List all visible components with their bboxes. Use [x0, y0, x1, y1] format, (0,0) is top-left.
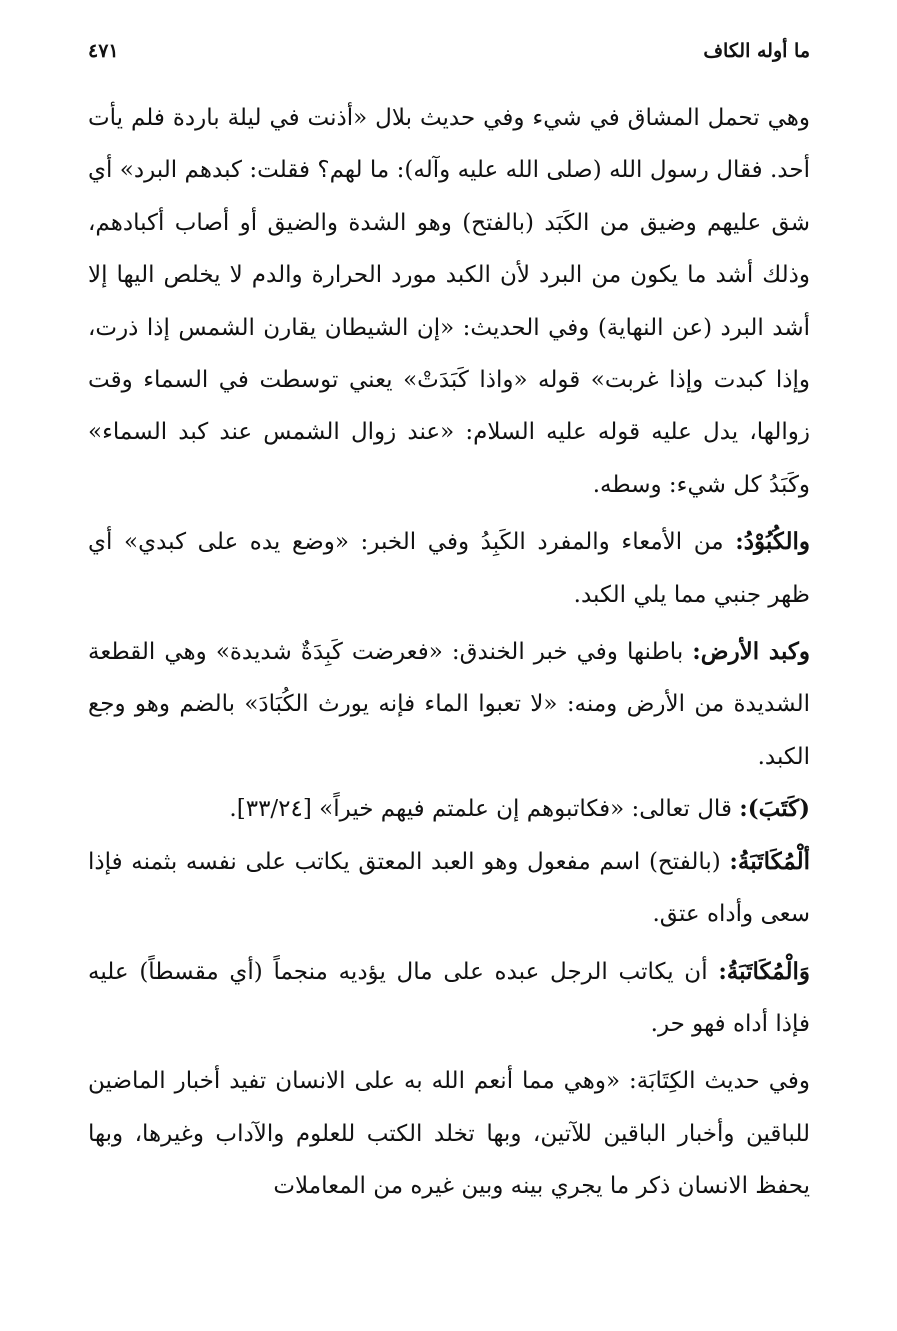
dictionary-text	[88, 92, 810, 1213]
entry-headword: (كَتَبَ):	[739, 795, 810, 823]
running-head: ما أوله الكاف	[703, 40, 810, 62]
entry-text: وهي تحمل المشاق في شيء وفي حديث بلال «أذنت في ليلة باردة فلم يأت أحد. فقال رسول الله (صلى الله عليه وآله): ما لهم؟ فقلت: كبدهم البرد» أي شق عليهم وضيق من الكَبَد (بالفتح) وهو الشدة والضيق أو أصاب أكبادهم، وذلك أشد ما يكون من البرد لأن الكبد مورد الحرارة والدم لا يخلص اليها إلا أشد البرد (عن النهاية) وفي الحديث: «إن الشيطان يقارن الشمس إذا ذرت، وإذا كبدت وإذا غربت» قوله «واذا كَبَدَتْ» يعني توسطت في السماء وقت زوالها، يدل عليه قوله عليه السلام: «عند زوال الشمس عند كبد السماء» وكَبَدُ كل شيء: وسطه.	[88, 105, 810, 498]
page-number: ٤٧١	[88, 40, 119, 62]
entry-text: من الأمعاء والمفرد الكَبِدُ وفي الخبر: «وضع يده على كبدي» أي ظهر جنبي مما يلي الكبد.	[88, 529, 810, 608]
entry-paragraph	[88, 516, 810, 621]
entry-text: قال تعالى: «فكاتبوهم إن علمتم فيهم خيراً» [٣٣/٢٤].	[229, 796, 740, 823]
entry-paragraph	[88, 92, 810, 511]
entry-text: وفي حديث الكِتَابَة: «وهي مما أنعم الله به على الانسان تفيد أخبار الماضين للباقين وأخبار الباقين للآتين، وبها تخلد الكتب للعلوم والآداب وغيرها، وبها يحفظ الانسان ذكر ما يجري بينه وبين غيره من المعاملات	[88, 1068, 810, 1200]
entry-headword: ألْمُكَاتَبَةُ:	[729, 847, 810, 875]
entry-text: (بالفتح) اسم مفعول وهو العبد المعتق يكاتب على نفسه بثمنه فإذا سعى وأداه عتق.	[88, 848, 810, 928]
entry-paragraph	[88, 626, 810, 783]
entry-headword: والكُبُوْدُ:	[735, 528, 810, 556]
entry-paragraph	[88, 783, 810, 835]
entry-headword: وكبد الأرض:	[692, 638, 810, 666]
page-header	[88, 36, 810, 76]
entry-text: أن يكاتب الرجل عبده على مال يؤديه منجماً (أي مقسطاً) عليه فإذا أداه فهو حر.	[88, 958, 810, 1037]
entry-paragraph	[88, 946, 810, 1051]
entry-text: باطنها وفي خبر الخندق: «فعرضت كَبِدَةٌ شديدة» وهي القطعة الشديدة من الأرض ومنه: «لا تعبوا الماء فإنه يورث الكُبَادَ» بالضم وهو وجع الكبد.	[88, 639, 810, 770]
entry-paragraph	[88, 836, 810, 941]
entry-paragraph	[88, 1055, 810, 1212]
entry-headword: وَالْمُكَاتَبَةُ:	[718, 957, 810, 985]
